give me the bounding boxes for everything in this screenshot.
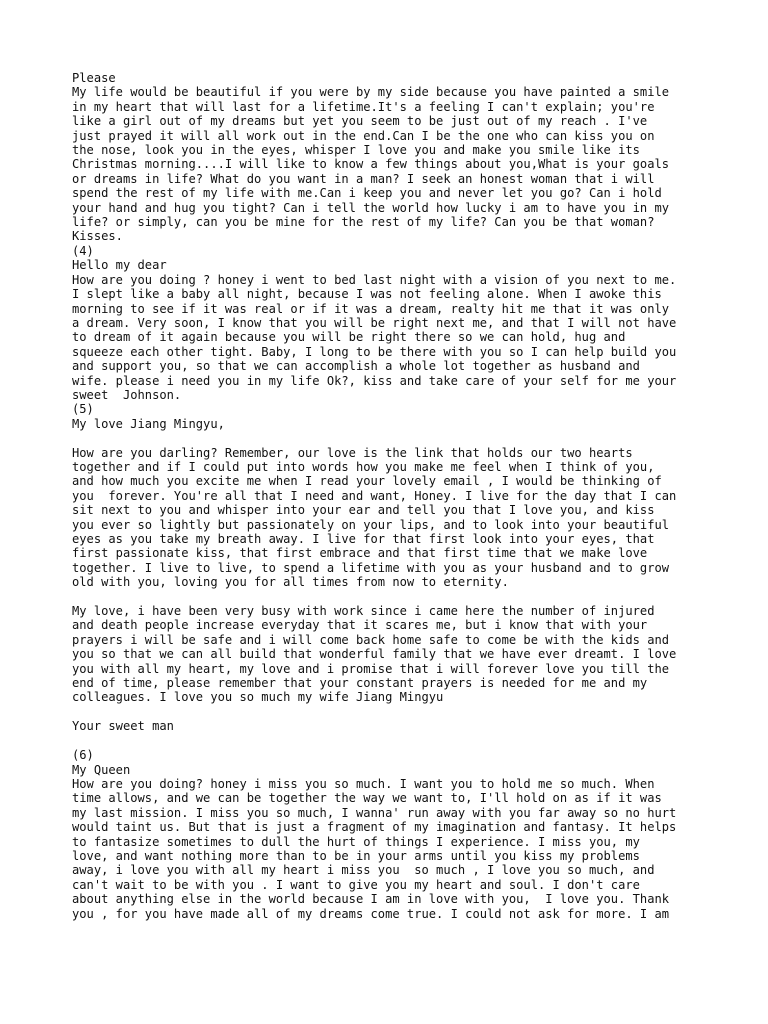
text-line: old with you, loving you for all times from now to eternity.	[72, 575, 509, 590]
text-line: How are you doing? honey i miss you so much. I want you to hold me so much. When	[72, 776, 655, 791]
text-line: love, and want nothing more than to be in your arms until you kiss my problems	[72, 848, 640, 863]
text-line: (4)	[72, 243, 94, 258]
text-line: squeeze each other tight. Baby, I long to be there with you so I can help build you	[72, 344, 677, 359]
text-line: Your sweet man	[72, 719, 174, 734]
text-line: Please	[72, 71, 116, 85]
text-line: (5)	[72, 402, 94, 417]
text-line: away, i love you with all my heart i miss you so much , I love you so much, and	[72, 863, 655, 878]
text-line: morning to see if it was real or if it was a dream, realty hit me that it was only	[72, 301, 670, 316]
text-line: you forever. You're all that I need and want, Honey. I live for the day that I can	[72, 488, 677, 503]
text-line: My love, i have been very busy with work since i came here the number of injured	[72, 604, 655, 619]
text-line: How are you darling? Remember, our love is the link that holds our two hearts	[72, 445, 633, 460]
text-line: wife. please i need you in my life Ok?, kiss and take care of your self for me your	[72, 373, 677, 388]
text-line: you , for you have made all of my dreams come true. I could not ask for more. I am	[72, 906, 670, 921]
text-line: would taint us. But that is just a fragment of my imagination and fantasy. It helps	[72, 820, 677, 835]
text-line: or dreams in life? What do you want in a man? I seek an honest woman that i will	[72, 171, 655, 186]
text-line: time allows, and we can be together the way we want to, I'll hold on as if it was	[72, 791, 662, 806]
text-line: your hand and hug you tight? Can i tell the world how lucky i am to have you in my	[72, 200, 670, 215]
text-line: together. I live to live, to spend a lifetime with you as your husband and to grow	[72, 560, 670, 575]
text-line: Kisses.	[72, 229, 123, 244]
text-line: eyes as you take my breath away. I live for that first look into your eyes, that	[72, 532, 655, 546]
text-line: life? or simply, can you be mine for the rest of my life? Can you be that woman?	[72, 215, 655, 230]
text-line: and support you, so that we can accomplish a whole lot together as husband and	[72, 359, 640, 374]
text-line: to dream of it again because you will be right there so we can hold, hug and	[72, 330, 626, 345]
text-line: sit next to you and whisper into your ear and tell you that I love you, and kiss	[72, 503, 655, 518]
text-line: first passionate kiss, that first embrace and that first time that we make love	[72, 546, 648, 561]
text-line: (6)	[72, 748, 94, 763]
text-line: you ever so lightly but passionately on your lips, and to look into your beautiful	[72, 517, 670, 532]
text-line: in my heart that will last for a lifetime.It's a feeling I can't explain; you're	[72, 99, 655, 114]
text-line: the nose, look you in the eyes, whisper I love you and make you smile like its	[72, 143, 640, 158]
text-line: about anything else in the world because I am in love with you, I love you. Thank	[72, 892, 670, 907]
text-line: a dream. Very soon, I know that you will be right next me, and that I will not have	[72, 315, 677, 330]
text-line: you with all my heart, my love and i promise that i will forever love you till the	[72, 661, 670, 676]
text-line: can't wait to be with you . I want to give you my heart and soul. I don't care	[72, 877, 640, 892]
text-line: to fantasize sometimes to dull the hurt of things I experience. I miss you, my	[72, 834, 640, 849]
text-line: My life would be beautiful if you were by my side because you have painted a smile	[72, 85, 670, 100]
text-line: My love Jiang Mingyu,	[72, 416, 225, 431]
text-line: Hello my dear	[72, 258, 167, 273]
text-line: colleagues. I love you so much my wife Jiang Mingyu	[72, 690, 444, 705]
text-line: like a girl out of my dreams but yet you seem to be just out of my reach . I've	[72, 114, 648, 129]
text-line: Christmas morning....I will like to know a few things about you,What is your goals	[72, 157, 670, 172]
text-line: just prayed it will all work out in the end.Can I be the one who can kiss you on	[72, 128, 655, 143]
document-body-text	[72, 71, 732, 921]
text-line: prayers i will be safe and i will come back home safe to come be with the kids and	[72, 632, 670, 647]
text-line: you so that we can all build that wonderful family that we have ever dreamt. I love	[72, 647, 677, 662]
text-line: my last mission. I miss you so much, I wanna' run away with you far away so no hurt	[72, 805, 677, 820]
text-line: How are you doing ? honey i went to bed last night with a vision of you next to me.	[72, 272, 677, 287]
text-line: and how much you excite me when I read your lovely email , I would be thinking of	[72, 474, 662, 489]
text-line: I slept like a baby all night, because I was not feeling alone. When I awoke this	[72, 287, 662, 302]
text-line: sweet Johnson.	[72, 387, 182, 402]
text-line: My Queen	[72, 762, 131, 777]
text-line: and death people increase everyday that it scares me, but i know that with your	[72, 618, 648, 633]
text-line: end of time, please remember that your constant prayers is needed for me and my	[72, 676, 648, 691]
text-line: together and if I could put into words how you make me feel when I think of you,	[72, 459, 655, 474]
text-line: spend the rest of my life with me.Can i keep you and never let you go? Can i hold	[72, 186, 662, 201]
